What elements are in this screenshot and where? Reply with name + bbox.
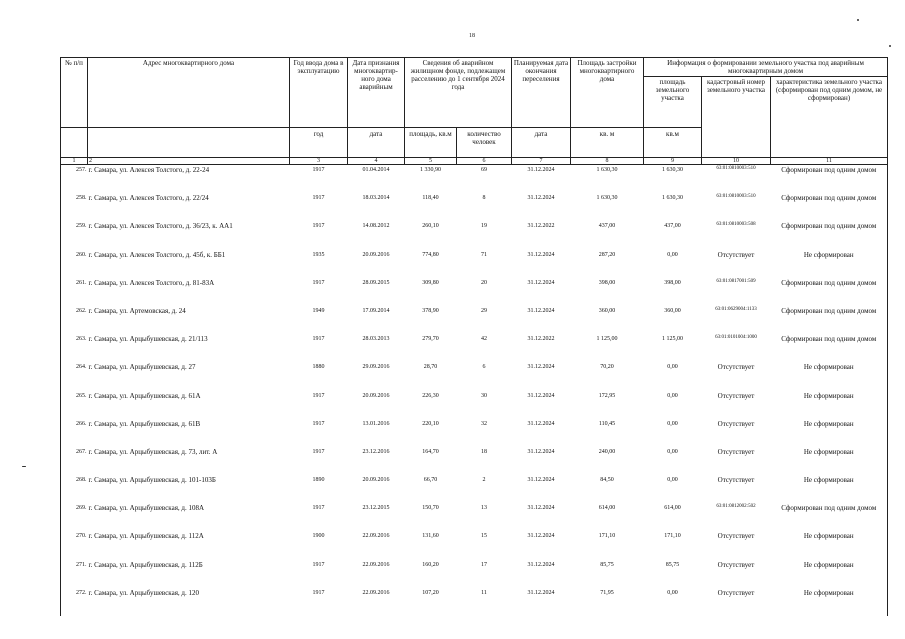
table-row [61,503,888,531]
header-address: Адрес многоквартирного дома [88,58,290,128]
row-emergency-area: 220,10 [422,420,439,427]
header-emergency-group: Сведения об аварийном жилищном фонде, подлежащем расселению до 1 сентября 2024 года [405,58,512,128]
row-resettle-end: 31.12.2024 [527,307,555,314]
row-emergency-area: 28,70 [423,364,438,371]
row-land-status: Сформирован под одним домом [781,222,877,231]
row-cadastral: 63:01:0810003:510 [716,166,756,171]
row-cadastral: Отсутствует [717,476,755,485]
row-land-area: 0,00 [667,448,678,455]
col-number: 4 [348,158,405,165]
row-building-area: 85,75 [600,561,614,568]
row-emergency-date: 18.03.2014 [362,195,390,202]
row-emergency-date: 14.08.2012 [362,223,390,230]
row-resettle-end: 31.12.2024 [527,505,555,512]
row-building-area: 71,95 [600,589,614,596]
row-land-area: 0,00 [667,251,678,258]
row-address: г. Самара, ул. Арцыбушевская, д. 73, лит. А [88,447,218,456]
row-cadastral: 63:01:0101004:1000 [715,335,757,341]
row-year-built: 1917 [312,223,325,230]
table-row [61,588,888,616]
unit-area: площадь, кв.м [405,128,457,158]
table-row [61,531,888,559]
col-number: 10 [702,158,771,165]
row-address: г. Самара, ул. Арцыбушевская, д. 21/113 [88,335,208,344]
row-resettle-end: 31.12.2024 [527,279,555,286]
row-emergency-area: 150,70 [422,505,439,512]
row-cadastral: 63:01:0810003:508 [716,222,756,228]
row-number: 271. [76,561,87,568]
row-emergency-area: 160,20 [422,561,439,568]
header-land-area: площадь земельного участка [644,77,702,128]
row-building-area: 110,45 [598,420,616,427]
row-cadastral: Отсутствует [717,391,755,400]
row-land-status: Сформирован под одним домом [781,278,877,287]
row-building-area: 84,50 [600,477,614,484]
row-building-area: 172,95 [598,392,616,399]
row-cadastral: Отсутствует [717,419,755,428]
row-land-area: 0,00 [667,420,678,427]
row-emergency-date: 29.09.2016 [362,364,390,371]
header-year-built: Год ввода дома в эксплуатацию [290,58,348,128]
row-year-built: 1917 [312,448,325,455]
table-header [61,58,888,165]
row-address: г. Самара, ул. Арцыбушевская, д. 120 [88,588,199,597]
row-building-area: 287,20 [598,251,616,258]
row-address: г. Самара, ул. Алексея Толстого, д. 81-83А [88,278,215,287]
row-address: г. Самара, ул. Арцыбушевская, д. 27 [88,363,196,372]
row-building-area: 240,00 [598,448,616,455]
row-land-status: Сформирован под одним домом [781,166,877,174]
row-number: 265. [76,392,87,399]
row-land-area: 360,00 [664,307,681,314]
row-address: г. Самара, ул. Алексея Толстого, д. 36/23, к. АА1 [88,222,233,231]
row-resettle-end: 31.12.2024 [527,448,555,455]
row-people-count: 71 [481,251,487,258]
row-number: 270. [76,533,87,540]
row-land-status: Сформирован под одним домом [781,194,877,203]
row-resettle-end: 31.12.2024 [527,533,555,540]
row-address: г. Самара, ул. Артемовская, д. 24 [88,306,186,315]
header-building-area: Площадь застройки многоквартирного дома [571,58,644,128]
row-year-built: 1917 [312,392,325,399]
row-emergency-area: 378,90 [422,307,439,314]
row-year-built: 1917 [312,336,325,343]
row-building-area: 1 630,30 [596,195,618,202]
row-people-count: 32 [481,420,487,427]
row-land-area: 0,00 [667,392,678,399]
row-address: г. Самара, ул. Арцыбушевская, д. 108А [88,504,205,513]
row-people-count: 19 [481,223,487,230]
emergency-housing-table [60,57,888,616]
scan-speck [22,466,26,467]
row-address: г. Самара, ул. Алексея Толстого, д. 22-24 [88,166,210,174]
row-cadastral: Отсутствует [717,560,755,569]
row-emergency-area: 107,20 [422,589,439,596]
row-building-area: 1 125,00 [596,336,618,343]
row-emergency-area: 279,70 [422,336,439,343]
row-emergency-area: 260,10 [422,223,439,230]
row-people-count: 20 [481,279,487,286]
unit-date2: дата [512,128,571,158]
table-row [61,193,888,221]
row-number: 262. [76,307,87,314]
unit-sqm: кв. м [571,128,644,158]
row-people-count: 8 [482,195,486,202]
table-row [61,419,888,447]
row-emergency-date: 13.01.2016 [362,420,390,427]
row-year-built: 1917 [312,167,325,173]
col-number: 7 [512,158,571,165]
row-people-count: 42 [481,336,487,343]
row-people-count: 29 [481,307,487,314]
header-land-status: характеристика земельного участка (сформирован под одним домом, не сформирован) [771,77,888,158]
table-row [61,362,888,390]
row-year-built: 1880 [312,364,325,371]
row-emergency-area: 1 330,90 [420,167,441,173]
row-emergency-area: 226,30 [422,392,439,399]
row-emergency-date: 22.09.2016 [362,561,390,568]
row-people-count: 2 [482,477,486,484]
row-land-area: 0,00 [667,477,678,484]
row-number: 268. [76,477,87,484]
header-cadastral: кадастровый номер земельного участка [702,77,771,158]
unit-sqm2: кв.м [644,128,702,158]
row-cadastral: 63:01:0817001:509 [716,278,756,284]
row-number: 267. [76,448,87,455]
row-emergency-area: 66,70 [423,477,438,484]
row-emergency-date: 20.09.2016 [362,477,390,484]
row-address: г. Самара, ул. Арцыбушевская, д. 112Б [88,560,203,569]
table-row [61,391,888,419]
unit-year: год [290,128,348,158]
row-resettle-end: 31.12.2022 [527,223,555,230]
row-cadastral: Отсутствует [717,588,755,597]
row-land-area: 398,00 [664,279,681,286]
row-emergency-date: 17.09.2014 [362,307,390,314]
header-land-group: Информация о формировании земельного участка под аварийным многоквартирным домом [644,58,888,77]
row-land-status: Сформирован под одним домом [781,504,877,513]
row-people-count: 15 [481,533,487,540]
row-cadastral: Отсутствует [717,532,755,541]
row-people-count: 30 [481,392,487,399]
row-building-area: 1 630,30 [596,167,618,173]
row-emergency-date: 01.04.2014 [362,167,390,173]
row-address: г. Самара, ул. Арцыбушевская, д. 61А [88,391,201,400]
col-number: 1 [61,158,88,165]
row-number: 272. [76,589,87,596]
row-address: г. Самара, ул. Алексея Толстого, д. 45б, к. ББ1 [88,250,226,259]
table-row [61,221,888,249]
row-emergency-area: 309,80 [422,279,439,286]
row-year-built: 1917 [312,589,325,596]
row-year-built: 1935 [312,251,325,258]
row-emergency-date: 23.12.2016 [362,448,390,455]
header-resettle-end: Планируемая дата окончания переселения [512,58,571,128]
row-people-count: 17 [481,561,487,568]
table-row [61,475,888,503]
row-cadastral: 63:01:0810003:510 [716,194,756,200]
row-land-area: 1 630,30 [662,195,683,202]
row-cadastral: Отсутствует [717,363,755,372]
row-address: г. Самара, ул. Арцыбушевская, д. 112А [88,532,204,541]
row-year-built: 1949 [312,307,325,314]
row-cadastral: 63:01:0629004:1133 [715,306,757,312]
row-cadastral: Отсутствует [717,250,755,259]
row-land-status: Сформирован под одним домом [781,335,877,344]
row-land-area: 614,00 [664,505,681,512]
row-resettle-end: 31.12.2024 [527,561,555,568]
row-building-area: 360,00 [598,307,616,314]
row-land-area: 0,00 [667,589,678,596]
row-cadastral: 63:01:0812002:502 [716,504,756,510]
table-row [61,306,888,334]
row-resettle-end: 31.12.2024 [527,392,555,399]
col-number: 6 [457,158,512,165]
row-land-area: 437,00 [664,223,681,230]
row-number: 259. [76,223,87,230]
row-address: г. Самара, ул. Арцыбушевская, д. 101-103Б [88,476,216,485]
row-land-area: 85,75 [665,561,680,568]
col-number: 9 [644,158,702,165]
row-land-status: Не сформирован [803,588,854,597]
table-row [61,447,888,475]
table-row [61,250,888,278]
row-number: 263. [76,336,87,343]
row-land-area: 171,10 [664,533,681,540]
row-building-area: 171,10 [598,533,616,540]
col-number: 11 [771,158,888,165]
row-people-count: 13 [481,505,487,512]
row-land-status: Не сформирован [803,560,854,569]
row-resettle-end: 31.12.2024 [527,589,555,596]
row-emergency-date: 28.09.2015 [362,279,390,286]
row-emergency-area: 131,60 [422,533,439,540]
row-emergency-date: 20.09.2016 [362,251,390,258]
row-people-count: 6 [482,364,486,371]
row-people-count: 18 [481,448,487,455]
table-row [61,560,888,588]
row-resettle-end: 31.12.2024 [527,167,555,173]
scan-speck [889,45,891,47]
row-resettle-end: 31.12.2024 [527,364,555,371]
unit-date: дата [348,128,405,158]
row-year-built: 1890 [312,477,325,484]
row-number: 257. [76,167,87,173]
row-address: г. Самара, ул. Алексея Толстого, д. 22/24 [88,194,209,203]
row-people-count: 11 [481,589,487,596]
row-resettle-end: 31.12.2024 [527,251,555,258]
row-land-status: Не сформирован [803,476,854,485]
row-resettle-end: 31.12.2024 [527,420,555,427]
row-number: 269. [76,505,87,512]
row-emergency-date: 23.12.2015 [362,505,390,512]
row-emergency-area: 164,70 [422,448,439,455]
col-number: 2 [88,158,290,165]
row-land-area: 1 125,00 [662,336,683,343]
row-resettle-end: 31.12.2024 [527,477,555,484]
table-row [61,278,888,306]
row-year-built: 1917 [312,195,325,202]
row-year-built: 1917 [312,505,325,512]
row-resettle-end: 31.12.2024 [527,195,555,202]
row-address: г. Самара, ул. Арцыбушевская, д. 61В [88,419,201,428]
row-resettle-end: 31.12.2022 [527,336,555,343]
row-number: 264. [76,364,87,371]
row-land-status: Не сформирован [803,391,854,400]
row-building-area: 614,00 [598,505,616,512]
row-land-status: Сформирован под одним домом [781,306,877,315]
row-year-built: 1917 [312,561,325,568]
row-year-built: 1900 [312,533,325,540]
page-number: 18 [469,33,475,39]
unit-empty [88,128,290,158]
row-land-status: Не сформирован [803,447,854,456]
header-no: № п/п [61,58,88,128]
table-row [61,334,888,362]
row-year-built: 1917 [312,420,325,427]
row-land-status: Не сформирован [803,363,854,372]
col-number: 3 [290,158,348,165]
table-body [61,165,888,617]
row-land-status: Не сформирован [803,532,854,541]
table-row [61,165,888,194]
row-land-status: Не сформирован [803,419,854,428]
row-land-status: Не сформирован [803,250,854,259]
header-emergency-date: Дата признания многоквартир-ного дома аварийным [348,58,405,128]
row-number: 266. [76,420,87,427]
row-year-built: 1917 [312,279,325,286]
col-number: 5 [405,158,457,165]
row-building-area: 70,20 [600,364,614,371]
unit-empty [61,128,88,158]
row-land-area: 0,00 [667,364,678,371]
row-emergency-date: 22.09.2016 [362,589,390,596]
row-number: 261. [76,279,87,286]
row-land-area: 1 630,30 [662,167,683,173]
unit-people: количество человек [457,128,512,158]
row-number: 260. [76,251,87,258]
row-emergency-area: 118,40 [422,195,439,202]
row-cadastral: Отсутствует [717,447,755,456]
row-number: 258. [76,195,87,202]
row-emergency-date: 28.03.2013 [362,336,390,343]
row-people-count: 69 [481,167,487,173]
row-emergency-date: 20.09.2016 [362,392,390,399]
col-number: 8 [571,158,644,165]
scan-speck [857,19,859,21]
row-emergency-area: 774,80 [422,251,439,258]
row-building-area: 398,00 [598,279,616,286]
row-emergency-date: 22.09.2016 [362,533,390,540]
row-building-area: 437,00 [598,223,616,230]
